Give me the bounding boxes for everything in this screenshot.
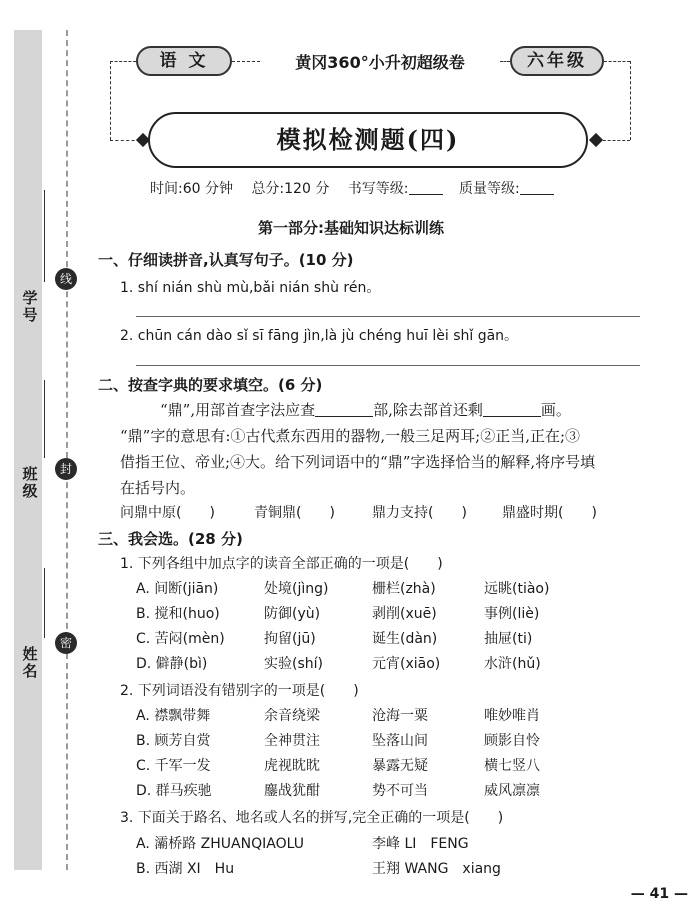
- part1-title: 第一部分:基础知识达标训练: [258, 219, 444, 237]
- q2-words-row: [120, 502, 640, 522]
- header-vdash-left: [110, 61, 111, 140]
- q3-s2-option-row[interactable]: [136, 730, 636, 750]
- exam-title: 模拟检测题(四): [148, 112, 588, 168]
- q3-s2-option-cell: C. 千军一发: [136, 758, 211, 774]
- q2-word-3[interactable]: 鼎力支持( ): [372, 505, 467, 521]
- writing-grade-blank[interactable]: [409, 194, 443, 195]
- q3-s3-option-row[interactable]: [136, 833, 636, 853]
- q3-s2-option-cell: 势不可当: [372, 783, 428, 799]
- q3-s2-option-row[interactable]: [136, 755, 636, 775]
- q2-line-4: 在括号内。: [120, 479, 196, 497]
- q3-title: 三、我会选。(28 分): [98, 530, 243, 548]
- exam-info: [150, 178, 566, 198]
- q3-s1-option-cell: 拘留(jū): [264, 631, 316, 647]
- quality-grade-blank[interactable]: [520, 194, 554, 195]
- binding-circle-feng: 封: [55, 458, 77, 480]
- q2-word-4[interactable]: 鼎盛时期( ): [502, 505, 597, 521]
- q3-s1-option-cell: 防御(yù): [264, 606, 321, 622]
- time-info: 时间:60 分钟: [150, 181, 233, 197]
- q3-s1-option-cell: C. 苦闷(mèn): [136, 631, 225, 647]
- q3-s1-option-cell: 诞生(dàn): [372, 631, 438, 647]
- q3-s2-option-row[interactable]: [136, 780, 636, 800]
- q2-word-1[interactable]: 问鼎中原( ): [120, 505, 215, 521]
- header-vdash-right: [630, 61, 631, 140]
- binding-dashed-line: [66, 30, 68, 870]
- q3-s2-option-cell: 沧海一粟: [372, 708, 428, 724]
- diamond-right-icon: [589, 133, 603, 147]
- grade-tag: 六年级: [510, 46, 604, 76]
- q3-s1-option-cell: 抽屉(ti): [484, 631, 533, 647]
- page-number: — 41 —: [630, 886, 688, 902]
- q3-s2-option-cell: 鏖战犹酣: [264, 783, 320, 799]
- q3-s2-option-row[interactable]: [136, 705, 636, 725]
- q3-s3-option-cell: 李峰 LI FENG: [372, 836, 469, 852]
- student-id-label: 学号: [22, 289, 38, 324]
- q3-s1-option-row[interactable]: [136, 628, 636, 648]
- q3-s1-option-cell: 元宵(xiāo): [372, 656, 441, 672]
- header-dash-right: [604, 61, 630, 62]
- q3-s1-option-cell: B. 搅和(huo): [136, 606, 220, 622]
- q2-line-3: 借指王位、帝业;④大。给下列词语中的“鼎”字选择恰当的解释,将序号填: [120, 453, 596, 471]
- header-dash-left: [110, 61, 136, 62]
- q1-title: 一、仔细读拼音,认真写句子。(10 分): [98, 251, 354, 269]
- q3-s1-option-cell: D. 僻静(bì): [136, 656, 208, 672]
- q3-s1-option-row[interactable]: [136, 603, 636, 623]
- q3-s1-stem: 1. 下列各组中加点字的读音全部正确的一项是( ): [120, 556, 443, 572]
- q3-s2-option-cell: B. 顾芳自赏: [136, 733, 211, 749]
- q1-item-2: 2. chūn cán dào sǐ sī fāng jìn,là jù chéng huī lèi shǐ gān。: [120, 328, 519, 344]
- q3-s2-option-cell: 横七竖八: [484, 758, 540, 774]
- q3-s2-option-cell: 坠落山间: [372, 733, 428, 749]
- q3-s1-option-cell: 事例(liè): [484, 606, 540, 622]
- class-line: [44, 380, 45, 458]
- q3-s1-option-cell: 栅栏(zhà): [372, 581, 436, 597]
- q3-s2-option-cell: D. 群马疾驰: [136, 783, 212, 799]
- q1-answer-line-1[interactable]: [136, 316, 640, 317]
- q2-line-2: “鼎”字的意思有:①古代煮东西用的器物,一般三足两耳;②正当,正在;③: [120, 427, 581, 445]
- q3-s3-stem: 3. 下面关于路名、地名或人名的拼写,完全正确的一项是( ): [120, 810, 504, 826]
- q3-s2-option-cell: 虎视眈眈: [264, 758, 320, 774]
- name-label: 姓名: [22, 645, 38, 680]
- q2-title: 二、按查字典的要求填空。(6 分): [98, 376, 323, 394]
- q3-s3-option-cell: B. 西湖 XI Hu: [136, 861, 235, 877]
- subject-tag: 语 文: [136, 46, 232, 76]
- quality-grade-label: 质量等级:: [458, 181, 520, 197]
- q3-s1-option-row[interactable]: [136, 578, 636, 598]
- name-line: [44, 568, 45, 638]
- q2-strokes-blank[interactable]: [483, 416, 541, 417]
- writing-grade-label: 书写等级:: [347, 181, 409, 197]
- q3-s2-option-cell: 余音绕梁: [264, 708, 320, 724]
- q3-s1-option-cell: A. 间断(jiān): [136, 581, 219, 597]
- q3-s1-option-cell: 实验(shí): [264, 656, 323, 672]
- q3-s2-option-cell: 顾影自怜: [484, 733, 540, 749]
- q3-s1-option-cell: 水浒(hǔ): [484, 656, 541, 672]
- total-score: 总分:120 分: [251, 181, 330, 197]
- q3-s2-option-cell: 暴露无疑: [372, 758, 428, 774]
- binding-circle-xian: 线: [55, 268, 77, 290]
- q1-item-1: 1. shí nián shù mù,bǎi nián shù rén。: [120, 280, 381, 296]
- q3-s3-option-cell: A. 灞桥路 ZHUANQIAOLU: [136, 836, 304, 852]
- q3-s2-stem: 2. 下列词语没有错别字的一项是( ): [120, 683, 359, 699]
- binding-circle-mi: 密: [55, 632, 77, 654]
- q3-s3-option-cell: 王翔 WANG xiang: [372, 861, 501, 877]
- header-dash-mid-left: [232, 61, 260, 62]
- q2-word-2[interactable]: 青铜鼎( ): [254, 505, 335, 521]
- q3-s2-option-cell: 唯妙唯肖: [484, 708, 540, 724]
- q3-s2-option-cell: A. 襟飘带舞: [136, 708, 211, 724]
- q3-s1-option-cell: 处境(jìng): [264, 581, 329, 597]
- q2-line-1: “鼎”,用部首查字法应查 部,除去部首还剩 画。: [160, 401, 571, 419]
- q3-s3-option-row[interactable]: [136, 858, 636, 878]
- binding-strip: [14, 30, 42, 870]
- q3-s2-option-cell: 全神贯注: [264, 733, 320, 749]
- series-title: 黄冈360°小升初超级卷: [295, 53, 465, 72]
- q1-answer-line-2[interactable]: [136, 365, 640, 366]
- q2-radical-blank[interactable]: [315, 416, 373, 417]
- class-label: 班级: [22, 465, 38, 500]
- q3-s1-option-cell: 远眺(tiào): [484, 581, 550, 597]
- header-dash-mid-right: [500, 61, 510, 62]
- q3-s1-option-cell: 剥削(xuē): [372, 606, 437, 622]
- q3-s2-option-cell: 威风凛凛: [484, 783, 540, 799]
- q3-s1-option-row[interactable]: [136, 653, 636, 673]
